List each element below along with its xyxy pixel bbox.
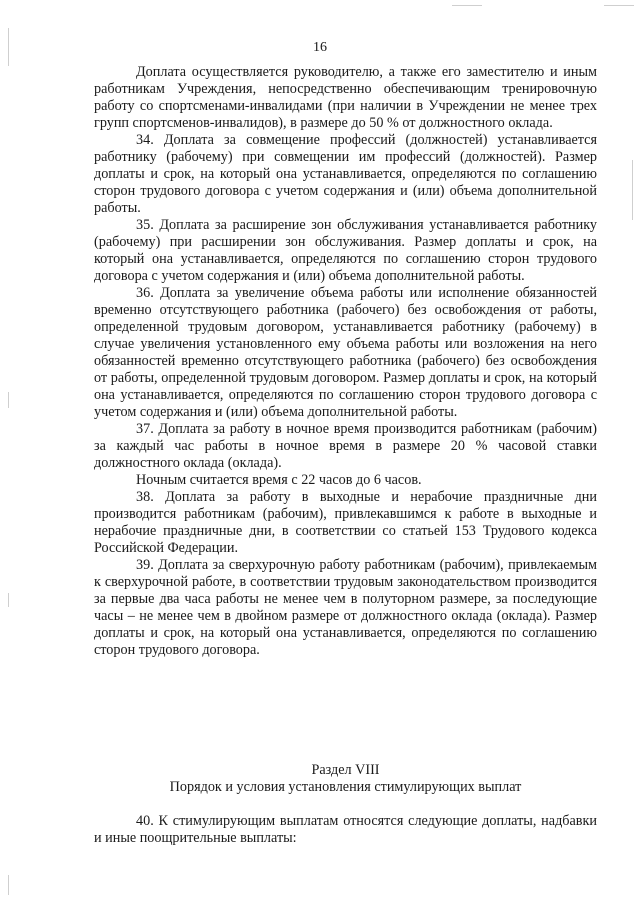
- paragraph-night-time: Ночным считается время с 22 часов до 6 часов.: [136, 472, 422, 488]
- section-body: [94, 813, 597, 847]
- document-body: [94, 64, 597, 659]
- paragraph-allowance-disabled-athletes: Доплата осуществляется руководителю, а также его заместителю и иным работникам Учреждения, непосредственно обеспечивающим тренировочную работу со спортсменами-инвалидами (при наличии в Учреждении не менее трех групп спортсменов-инвалидов), в размере до 50 % от должностного оклада.: [94, 64, 597, 131]
- paragraph-35: 35. Доплата за расширение зон обслуживания устанавливается работнику (рабочему) при расширении зон обслуживания. Размер доплаты и срок, на который она устанавливается, определяются по соглашению сторон трудового договора с учетом содержания и (или) объема дополнительной работы.: [94, 217, 597, 284]
- paragraph-38: 38. Доплата за работу в выходные и нерабочие праздничные дни производится работникам (рабочим), привлекавшимся к работе в выходные и нерабочие праздничные дни, в соответствии со статьей 153 Трудового кодекса Российской Федерации.: [94, 489, 597, 556]
- scan-edge-mark: [632, 160, 633, 220]
- paragraph-40: 40. К стимулирующим выплатам относятся следующие доплаты, надбавки и иные поощрительные выплаты:: [94, 813, 597, 846]
- scan-edge-mark: [8, 875, 9, 895]
- scan-edge-mark: [8, 593, 9, 607]
- scan-edge-mark: [452, 5, 482, 6]
- paragraph-39: 39. Доплата за сверхурочную работу работникам (рабочим), привлекаемым к сверхурочной работе, в соответствии трудовым законодательством производится за первые два часа работы не менее чем в полуторном размере, за последующие часы – не менее чем в двойном размере от должностного оклада (оклада). Размер доплаты и срок, на который она устанавливается, определяются по соглашению сторон трудового договора.: [94, 557, 597, 658]
- scan-edge-mark: [604, 5, 634, 6]
- paragraph-36: 36. Доплата за увеличение объема работы или исполнение обязанностей временно отсутствующего работника (рабочего) без освобождения от работы, определенной трудовым договором, устанавливается работнику (рабочему) в случае увеличения установленного ему объема работы или возложения на него обязанностей временно отсутствующего работника (рабочего) без освобождения от работы, определенной трудовым договором. Размер доплаты и срок, на который она устанавливается, определяются по соглашению сторон трудового договора с учетом содержания и (или) объема дополнительной работы.: [94, 285, 597, 420]
- paragraph-37: 37. Доплата за работу в ночное время производится работникам (рабочим) за каждый час работы в ночное время в размере 20 % часовой ставки должностного оклада (оклада).: [94, 421, 597, 471]
- scan-edge-mark: [8, 392, 9, 408]
- section-number: Раздел VIII: [311, 762, 380, 778]
- page-number: 16: [313, 40, 327, 55]
- paragraph-34: 34. Доплата за совмещение профессий (должностей) устанавливается работнику (рабочему) при совмещении им профессий (должностей). Размер доплаты и срок, на который она устанавливается, определяются по соглашению сторон трудового договора с учетом содержания и (или) объема дополнительной работы.: [94, 132, 597, 216]
- section-title: Порядок и условия установления стимулирующих выплат: [169, 779, 522, 795]
